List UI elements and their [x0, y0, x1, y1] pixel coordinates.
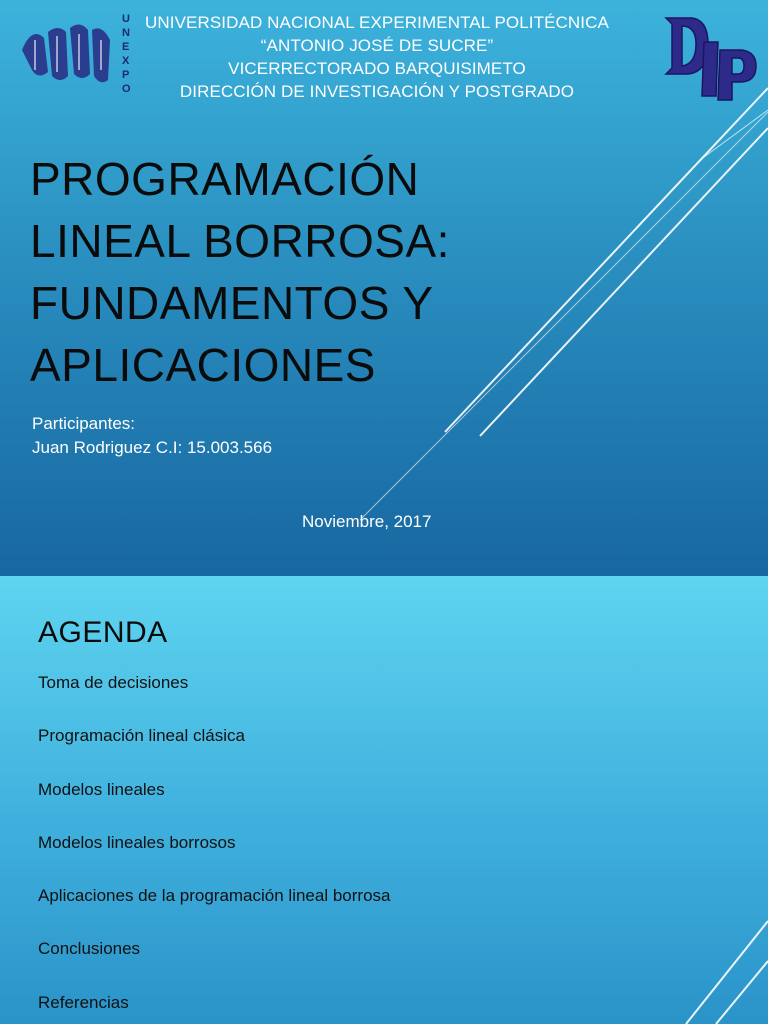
- title-line: APLICACIONES: [30, 339, 376, 391]
- svg-text:N: N: [122, 27, 130, 39]
- title-line: PROGRAMACIÓN: [30, 153, 420, 205]
- participants-block: [32, 412, 272, 460]
- agenda-list: [38, 672, 390, 1024]
- agenda-slide: [0, 576, 768, 1024]
- svg-text:X: X: [122, 55, 130, 67]
- list-item: Toma de decisiones: [38, 673, 189, 692]
- svg-text:O: O: [122, 83, 131, 95]
- list-item: Programación lineal clásica: [38, 726, 245, 746]
- list-item: Referencias: [38, 992, 129, 1012]
- direccion: DIRECCIÓN DE INVESTIGACIÓN Y POSTGRADO: [179, 82, 575, 101]
- list-item: Modelos lineales borrosos: [38, 832, 236, 852]
- participants-label: Participantes:: [32, 414, 135, 433]
- unexpo-logo-icon: [18, 10, 136, 100]
- university-name: UNIVERSIDAD NACIONAL EXPERIMENTAL POLITÉCNICA: [145, 13, 609, 32]
- dip-logo: [662, 12, 758, 109]
- unexpo-logo: [18, 10, 136, 105]
- list-item: Conclusiones: [38, 939, 141, 959]
- svg-text:P: P: [122, 69, 130, 81]
- list-item: Modelos lineales: [38, 779, 165, 799]
- svg-text:E: E: [122, 41, 130, 53]
- svg-text:U: U: [122, 13, 130, 25]
- dip-logo-icon: [662, 12, 758, 104]
- presentation-date: Noviembre, 2017: [302, 512, 432, 531]
- vicerrectorado: VICERRECTORADO BARQUISIMETO: [228, 59, 526, 78]
- university-subtitle: “ANTONIO JOSÉ DE SUCRE”: [260, 36, 494, 55]
- title-line: LINEAL BORROSA:: [30, 215, 450, 267]
- participant-name: Juan Rodriguez C.I: 15.003.566: [32, 438, 273, 457]
- title-line: FUNDAMENTOS Y: [30, 277, 434, 329]
- list-item: Aplicaciones de la programación lineal borrosa: [38, 886, 391, 906]
- agenda-title: AGENDA: [38, 616, 168, 649]
- presentation-title: [30, 148, 490, 396]
